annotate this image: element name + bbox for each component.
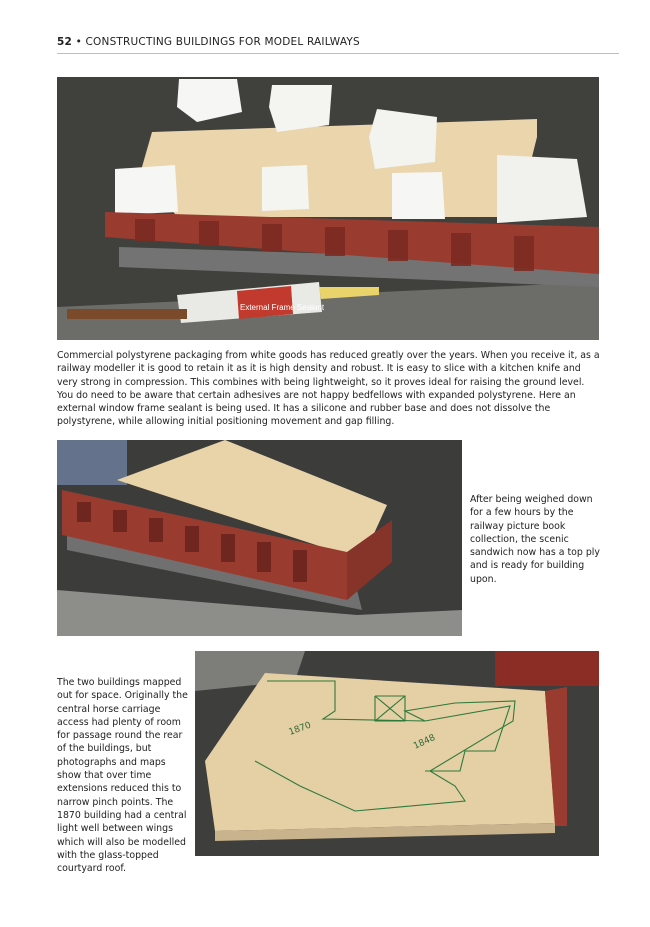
photo-ply-top <box>57 440 462 636</box>
photo-polystyrene-blocks <box>57 77 599 340</box>
book-title: CONSTRUCTING BUILDINGS FOR MODEL RAILWAYS <box>85 36 360 48</box>
page-number: 52 <box>57 36 73 48</box>
caption-photo-1: Commercial polystyrene packaging from white goods has reduced greatly over the years. When you receive it, as a railway modeller it is good to retain it as it is high density and robust. It is easy to slice with a kitchen knife and very strong in compression. This combines with being lightweight, so it proves ideal for raising the ground level. You do need to be aware that certain adhesives are not happy bedfellows with expanded polystyrene. Here an external window frame sealant is being used. It has a silicone and rubber base and does not dissolve the polystyrene, while allowing initial positioning movement and gap filling. <box>57 350 600 428</box>
running-header <box>57 36 619 54</box>
header-bullet: • <box>75 36 82 48</box>
sealant-tube-label: External Frame Sealant <box>240 303 325 312</box>
caption-photo-3: The two buildings mapped out for space. Originally the central horse carriage access had plenty of room for passage round the rear of the buildings, but photographs and maps show that over time extensions reduced this to narrow pinch points. The 1870 building had a central light well between wings which will also be modelled with the glass-topped courtyard roof. <box>57 677 188 875</box>
label-1870: 1870 <box>287 720 313 738</box>
label-1848: 1848 <box>412 732 438 752</box>
photo-mapped-buildings <box>195 651 599 856</box>
caption-photo-2: After being weighed down for a few hours by the railway picture book collection, the scenic sandwich now has a top ply and is ready for building upon. <box>470 494 600 585</box>
